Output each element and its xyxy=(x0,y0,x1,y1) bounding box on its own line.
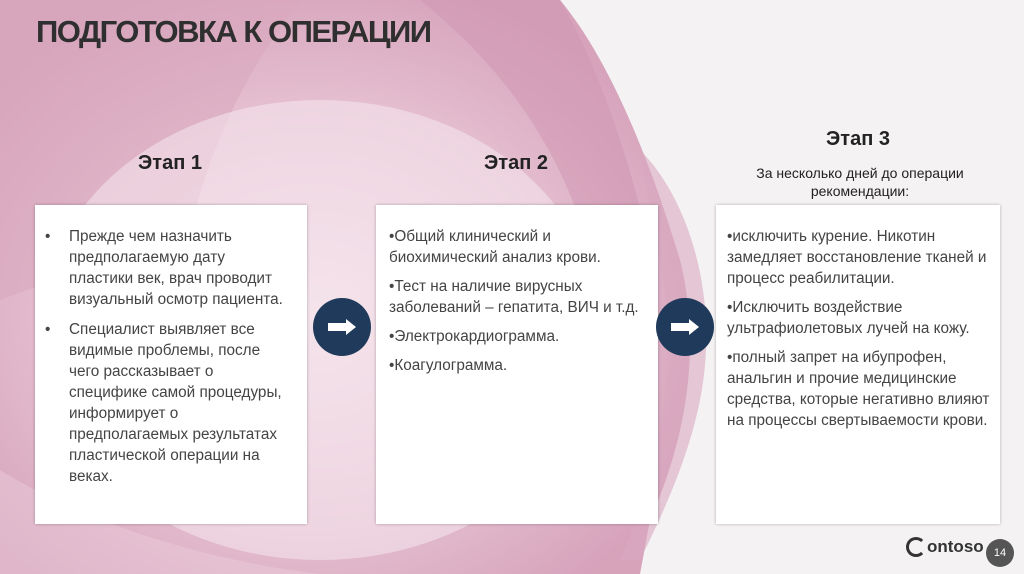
stage-1-card xyxy=(35,205,307,524)
logo-text: ontoso xyxy=(927,537,984,556)
contoso-logo-icon xyxy=(906,537,926,557)
stage-3-title: Этап 3 xyxy=(826,128,890,150)
page-title: ПОДГОТОВКА К ОПЕРАЦИИ xyxy=(36,14,431,49)
list-item-text: Прежде чем назначить предполагаемую дату пластики век, врач проводит визуальный осмотр пациента. xyxy=(69,228,283,308)
bullet: • xyxy=(45,321,51,338)
contoso-logo xyxy=(906,537,984,557)
list-item-text: Специалист выявляет все видимые проблемы, после чего рассказывает о специфике самой процедуры, информирует о предполагаемых результатах пластической операции на веках. xyxy=(69,321,282,485)
stage-3-card xyxy=(716,205,1000,524)
list-item xyxy=(35,226,287,310)
list-item xyxy=(35,319,287,487)
list-item: •Коагулограмма. xyxy=(389,357,508,374)
list-item: •Общий клинический и биохимический анализ крови. xyxy=(389,228,601,266)
stage-1-title: Этап 1 xyxy=(138,152,202,174)
stage-2-card xyxy=(376,205,658,524)
stage-2-title: Этап 2 xyxy=(484,152,548,174)
list-item: •исключить курение. Никотин замедляет восстановление тканей и процесс реабилитации. xyxy=(727,228,987,287)
bullet: • xyxy=(45,228,51,245)
right-arrow-icon xyxy=(656,298,714,356)
list-item: •Тест на наличие вирусных заболеваний – гепатита, ВИЧ и т.д. xyxy=(389,278,639,316)
list-item: •Исключить воздействие ультрафиолетовых лучей на кожу. xyxy=(727,299,970,337)
right-arrow-icon xyxy=(313,298,371,356)
page-number: 14 xyxy=(986,539,1014,567)
list-item: •Электрокардиограмма. xyxy=(389,328,560,345)
list-item: •полный запрет на ибупрофен, анальгин и прочие медицинские средства, которые негативно влияют на процессы свертываемости крови. xyxy=(727,349,990,429)
stage-3-subtitle: За несколько дней до операции рекомендации: xyxy=(756,165,964,199)
